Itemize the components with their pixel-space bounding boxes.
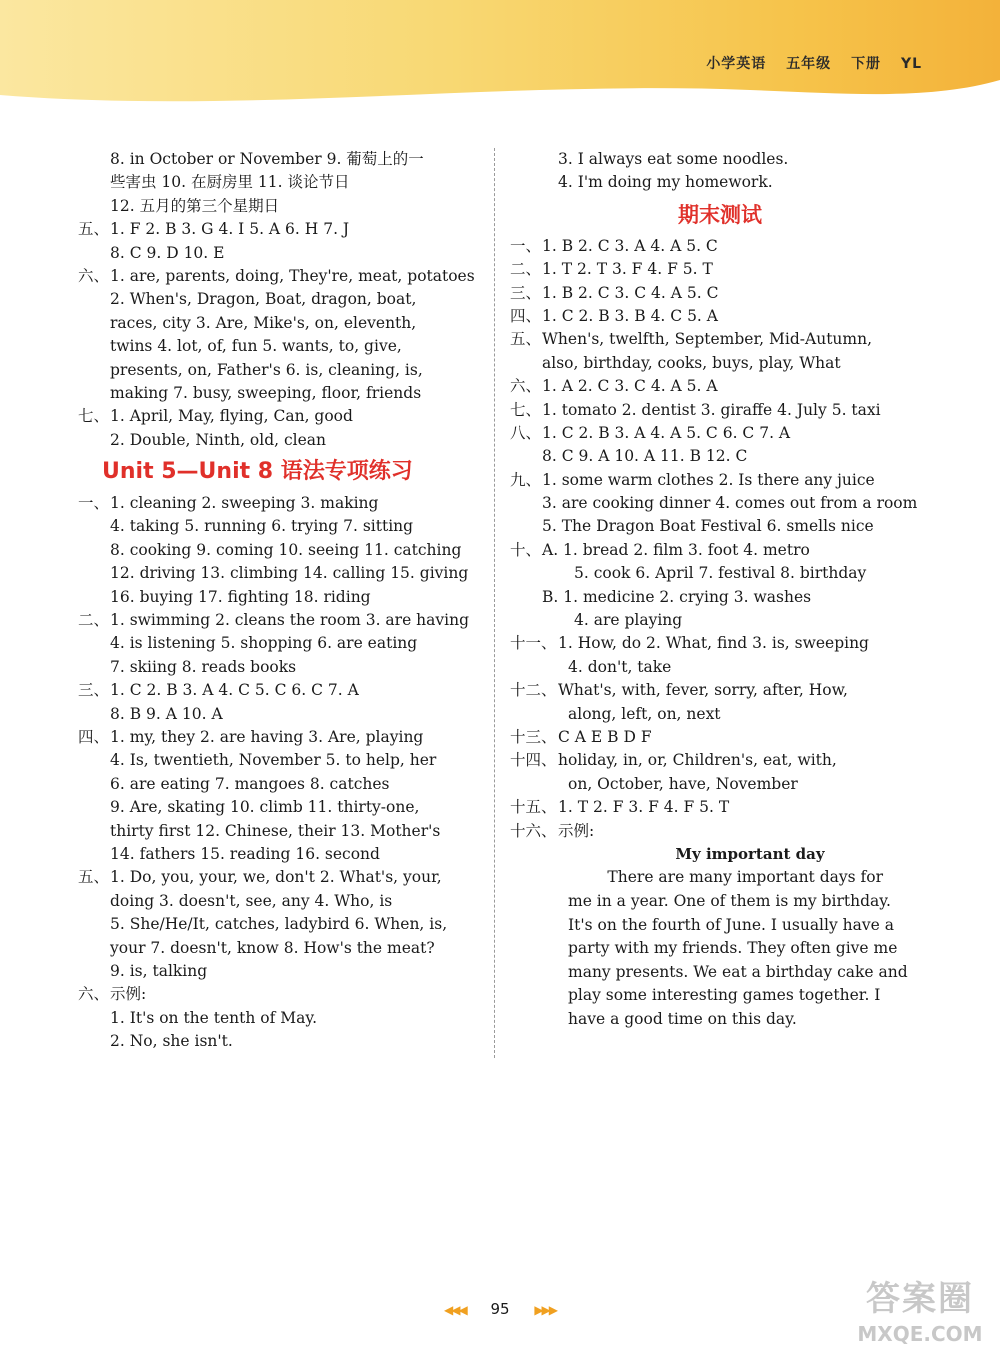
book-info [692,53,922,73]
answer-block-unit4 [78,148,490,452]
right-answer-column [510,148,930,1031]
column-divider [494,148,495,1058]
answer-text: A. 1. bread 2. film 3. foot 4. metro [542,540,810,559]
answer-text: 4. are playing [574,611,683,630]
answer-text: races, city 3. Are, Mike's, on, eleventh, [110,313,417,332]
answer-line [510,703,930,726]
answer-text: 2. No, she isn't. [110,1032,233,1051]
answer-line [510,445,930,468]
essay-body [510,866,930,1031]
question-number: 四、 [78,727,110,746]
answer-text: 1. Do, you, your, we, don't 2. What's, your, [110,868,442,887]
essay-line: me in a year. One of them is my birthday. [568,891,891,910]
answer-line [510,282,930,305]
answer-text: 8. B 9. A 10. A [110,704,223,723]
answer-text: 1. C 2. B 3. B 4. C 5. A [542,306,718,325]
question-number: 一、 [510,236,542,255]
answer-text: 12. driving 13. climbing 14. calling 15. giving [110,564,469,583]
section-title-grammar: Unit 5—Unit 8 语法专项练习 [102,459,413,485]
question-number: 八、 [510,423,542,442]
answer-text: twins 4. lot, of, fun 5. wants, to, give, [110,337,402,356]
answer-line [510,148,930,171]
essay-line: play some interesting games together. I [568,986,881,1005]
answer-line [510,679,930,702]
left-answer-column [78,148,490,1053]
next-arrows-icon: ▶▶▶ [534,1303,557,1317]
answer-text: 3. are cooking dinner 4. comes out from a room [542,494,918,513]
answer-text: 1. T 2. F 3. F 4. F 5. T [558,798,730,817]
answer-line [510,586,930,609]
answer-text: along, left, on, next [568,704,721,723]
answer-block-final-test [510,235,930,843]
answer-text: 1. C 2. B 3. A 4. A 5. C 6. C 7. A [542,423,791,442]
answer-line [510,258,930,281]
question-number: 七、 [510,400,542,419]
answer-line [78,148,490,171]
answer-line [78,562,490,585]
answer-text: 1. my, they 2. are having 3. Are, playing [110,727,424,746]
answer-line [78,773,490,796]
question-number: 十二、 [510,681,557,700]
answer-text: 1. swimming 2. cleans the room 3. are having [110,611,470,630]
answer-line [510,796,930,819]
answer-line [78,890,490,913]
answer-text: making 7. busy, sweeping, floor, friends [110,383,422,402]
answer-text: 9. is, talking [110,961,208,980]
answer-text: 3. I always eat some noodles. [558,150,789,168]
question-number: 六、 [78,266,110,285]
answer-line [510,305,930,328]
answer-line [78,171,490,194]
answer-line [510,749,930,772]
essay-line: There are many important days for [568,868,883,887]
answer-line [510,539,930,562]
section-title-final-test: 期末测试 [678,202,762,227]
answer-text: 1. It's on the tenth of May. [110,1008,318,1027]
answer-text: 8. C 9. A 10. A 11. B 12. C [542,447,748,466]
answer-line [78,866,490,889]
answer-line [78,656,490,679]
answer-text: 1. B 2. C 3. A 4. A 5. C [542,236,718,255]
answer-line [510,609,930,632]
answer-text: What's, with, fever, sorry, after, How, [558,681,848,700]
answer-line [78,796,490,819]
question-number: 一、 [78,494,110,513]
question-number: 四、 [510,306,542,325]
answer-text: 8. in October or November 9. 葡萄上的一 [110,150,424,168]
question-number: 十六、 [510,821,557,840]
question-number: 二、 [510,260,542,279]
answer-text: 1. T 2. T 3. F 4. F 5. T [542,260,713,279]
term-label: 下册 [851,56,882,72]
question-number: 十一、 [510,634,557,653]
answer-text: C A E B D F [558,727,652,746]
answer-line [78,983,490,1006]
answer-line [510,515,930,538]
answer-line [510,773,930,796]
answer-text: 示例: [558,821,595,840]
question-number: 十四、 [510,751,557,770]
answer-text: 1. C 2. B 3. A 4. C 5. C 6. C 7. A [110,681,359,700]
answer-text: 示例: [110,985,147,1004]
answer-line [78,539,490,562]
question-number: 五、 [510,330,542,349]
essay-line: many presents. We eat a birthday cake and [568,962,908,981]
answer-line [78,843,490,866]
answer-text: 4. is listening 5. shopping 6. are eating [110,634,418,653]
answer-line [510,171,930,194]
question-number: 三、 [78,681,110,700]
answer-line [78,937,490,960]
answer-text: doing 3. doesn't, see, any 4. Who, is [110,891,393,910]
answer-line [510,422,930,445]
answer-line [78,492,490,515]
answer-text: 1. are, parents, doing, They're, meat, potatoes [110,266,475,285]
answer-line [78,609,490,632]
question-number: 七、 [78,407,110,426]
question-number: 十三、 [510,727,557,746]
answer-text: 5. The Dragon Boat Festival 6. smells nice [542,517,874,536]
edition-label: YL [900,56,922,72]
answer-line [78,632,490,655]
answer-text: 4. taking 5. running 6. trying 7. sitting [110,517,414,536]
answer-text: holiday, in, or, Children's, eat, with, [558,751,837,770]
answer-line [510,469,930,492]
watermark-logo [850,1277,990,1357]
answer-text: When's, twelfth, September, Mid-Autumn, [542,330,873,349]
answer-text: 1. A 2. C 3. C 4. A 5. A [542,377,718,396]
question-number: 十五、 [510,798,557,817]
answer-text: presents, on, Father's 6. is, cleaning, is, [110,360,423,379]
answer-line [510,726,930,749]
answer-text: 9. Are, skating 10. climb 11. thirty-one, [110,798,420,817]
answer-text: 5. cook 6. April 7. festival 8. birthday [574,564,867,583]
essay-line: It's on the fourth of June. I usually have a [568,915,894,934]
answer-text: 7. skiing 8. reads books [110,657,297,676]
answer-line [78,679,490,702]
answer-line [78,195,490,218]
answer-line [510,352,930,375]
answer-text: 些害虫 10. 在厨房里 11. 谈论节日 [110,173,350,192]
answer-text: 1. B 2. C 3. C 4. A 5. C [542,283,719,302]
answer-line [510,328,930,351]
question-number: 六、 [78,985,110,1004]
answer-line [78,288,490,311]
question-number: 九、 [510,470,542,489]
essay-line: have a good time on this day. [568,1009,797,1028]
page-number: 95 [490,1300,510,1318]
answer-line [78,726,490,749]
answer-text: thirty first 12. Chinese, their 13. Mother's [110,821,441,840]
answer-text: 8. cooking 9. coming 10. seeing 11. catching [110,540,462,559]
answer-line [78,1007,490,1030]
answer-text: 1. tomato 2. dentist 3. giraffe 4. July 5. taxi [542,400,881,419]
answer-line [510,492,930,515]
answer-block-continued [510,148,930,195]
answer-line [78,405,490,428]
answer-block-grammar [78,492,490,1053]
answer-text: 1. April, May, flying, Can, good [110,407,353,426]
question-number: 五、 [78,220,110,239]
answer-text: 14. fathers 15. reading 16. second [110,844,380,863]
answer-text: your 7. doesn't, know 8. How's the meat? [110,938,435,957]
answer-line [78,515,490,538]
question-number: 十、 [510,540,542,559]
answer-text: also, birthday, cooks, buys, play, What [542,353,841,372]
answer-text: 4. Is, twentieth, November 5. to help, her [110,751,437,770]
answer-line [78,265,490,288]
question-number: 六、 [510,377,542,396]
answer-text: 2. When's, Dragon, Boat, dragon, boat, [110,290,417,309]
answer-line [510,820,930,843]
answer-line [78,359,490,382]
answer-line [78,913,490,936]
answer-text: 1. cleaning 2. sweeping 3. making [110,494,379,513]
answer-line [78,335,490,358]
answer-line [510,375,930,398]
answer-line [78,820,490,843]
answer-line [78,703,490,726]
answer-text: on, October, have, November [568,774,798,793]
answer-line [78,382,490,405]
answer-text: 16. buying 17. fighting 18. riding [110,587,371,606]
answer-text: 8. C 9. D 10. E [110,243,225,262]
answer-text: 4. don't, take [568,657,672,676]
watermark-text: 答案圈 [866,1279,974,1319]
essay-line: party with my friends. They often give me [568,939,898,958]
question-number: 五、 [78,868,110,887]
essay-title: My important day [675,844,825,863]
answer-line [510,399,930,422]
answer-text: 1. F 2. B 3. G 4. I 5. A 6. H 7. J [110,220,350,239]
answer-line [78,429,490,452]
answer-line [78,312,490,335]
answer-text: 4. I'm doing my homework. [558,173,773,192]
answer-line [510,632,930,655]
question-number: 三、 [510,283,542,302]
answer-text: 6. are eating 7. mangoes 8. catches [110,774,390,793]
prev-arrows-icon: ◀◀◀ [443,1303,466,1317]
answer-text: 1. How, do 2. What, find 3. is, sweeping [558,634,869,653]
answer-line [78,1030,490,1053]
answer-line [510,656,930,679]
answer-text: 5. She/He/It, catches, ladybird 6. When, is, [110,915,448,934]
answer-line [78,218,490,241]
answer-line [510,235,930,258]
question-number: 二、 [78,611,110,630]
page-header-band [0,0,1000,110]
answer-line [78,586,490,609]
answer-line [78,960,490,983]
grade-label: 五年级 [786,56,832,72]
answer-line [78,749,490,772]
answer-text: 12. 五月的第三个星期日 [110,196,280,215]
answer-line [510,562,930,585]
answer-text: B. 1. medicine 2. crying 3. washes [542,587,812,606]
subject-label: 小学英语 [706,56,767,72]
answer-text: 1. some warm clothes 2. Is there any juice [542,470,875,489]
answer-line [78,242,490,265]
answer-text: 2. Double, Ninth, old, clean [110,430,327,449]
watermark-url: MXQE.COM [857,1322,983,1346]
